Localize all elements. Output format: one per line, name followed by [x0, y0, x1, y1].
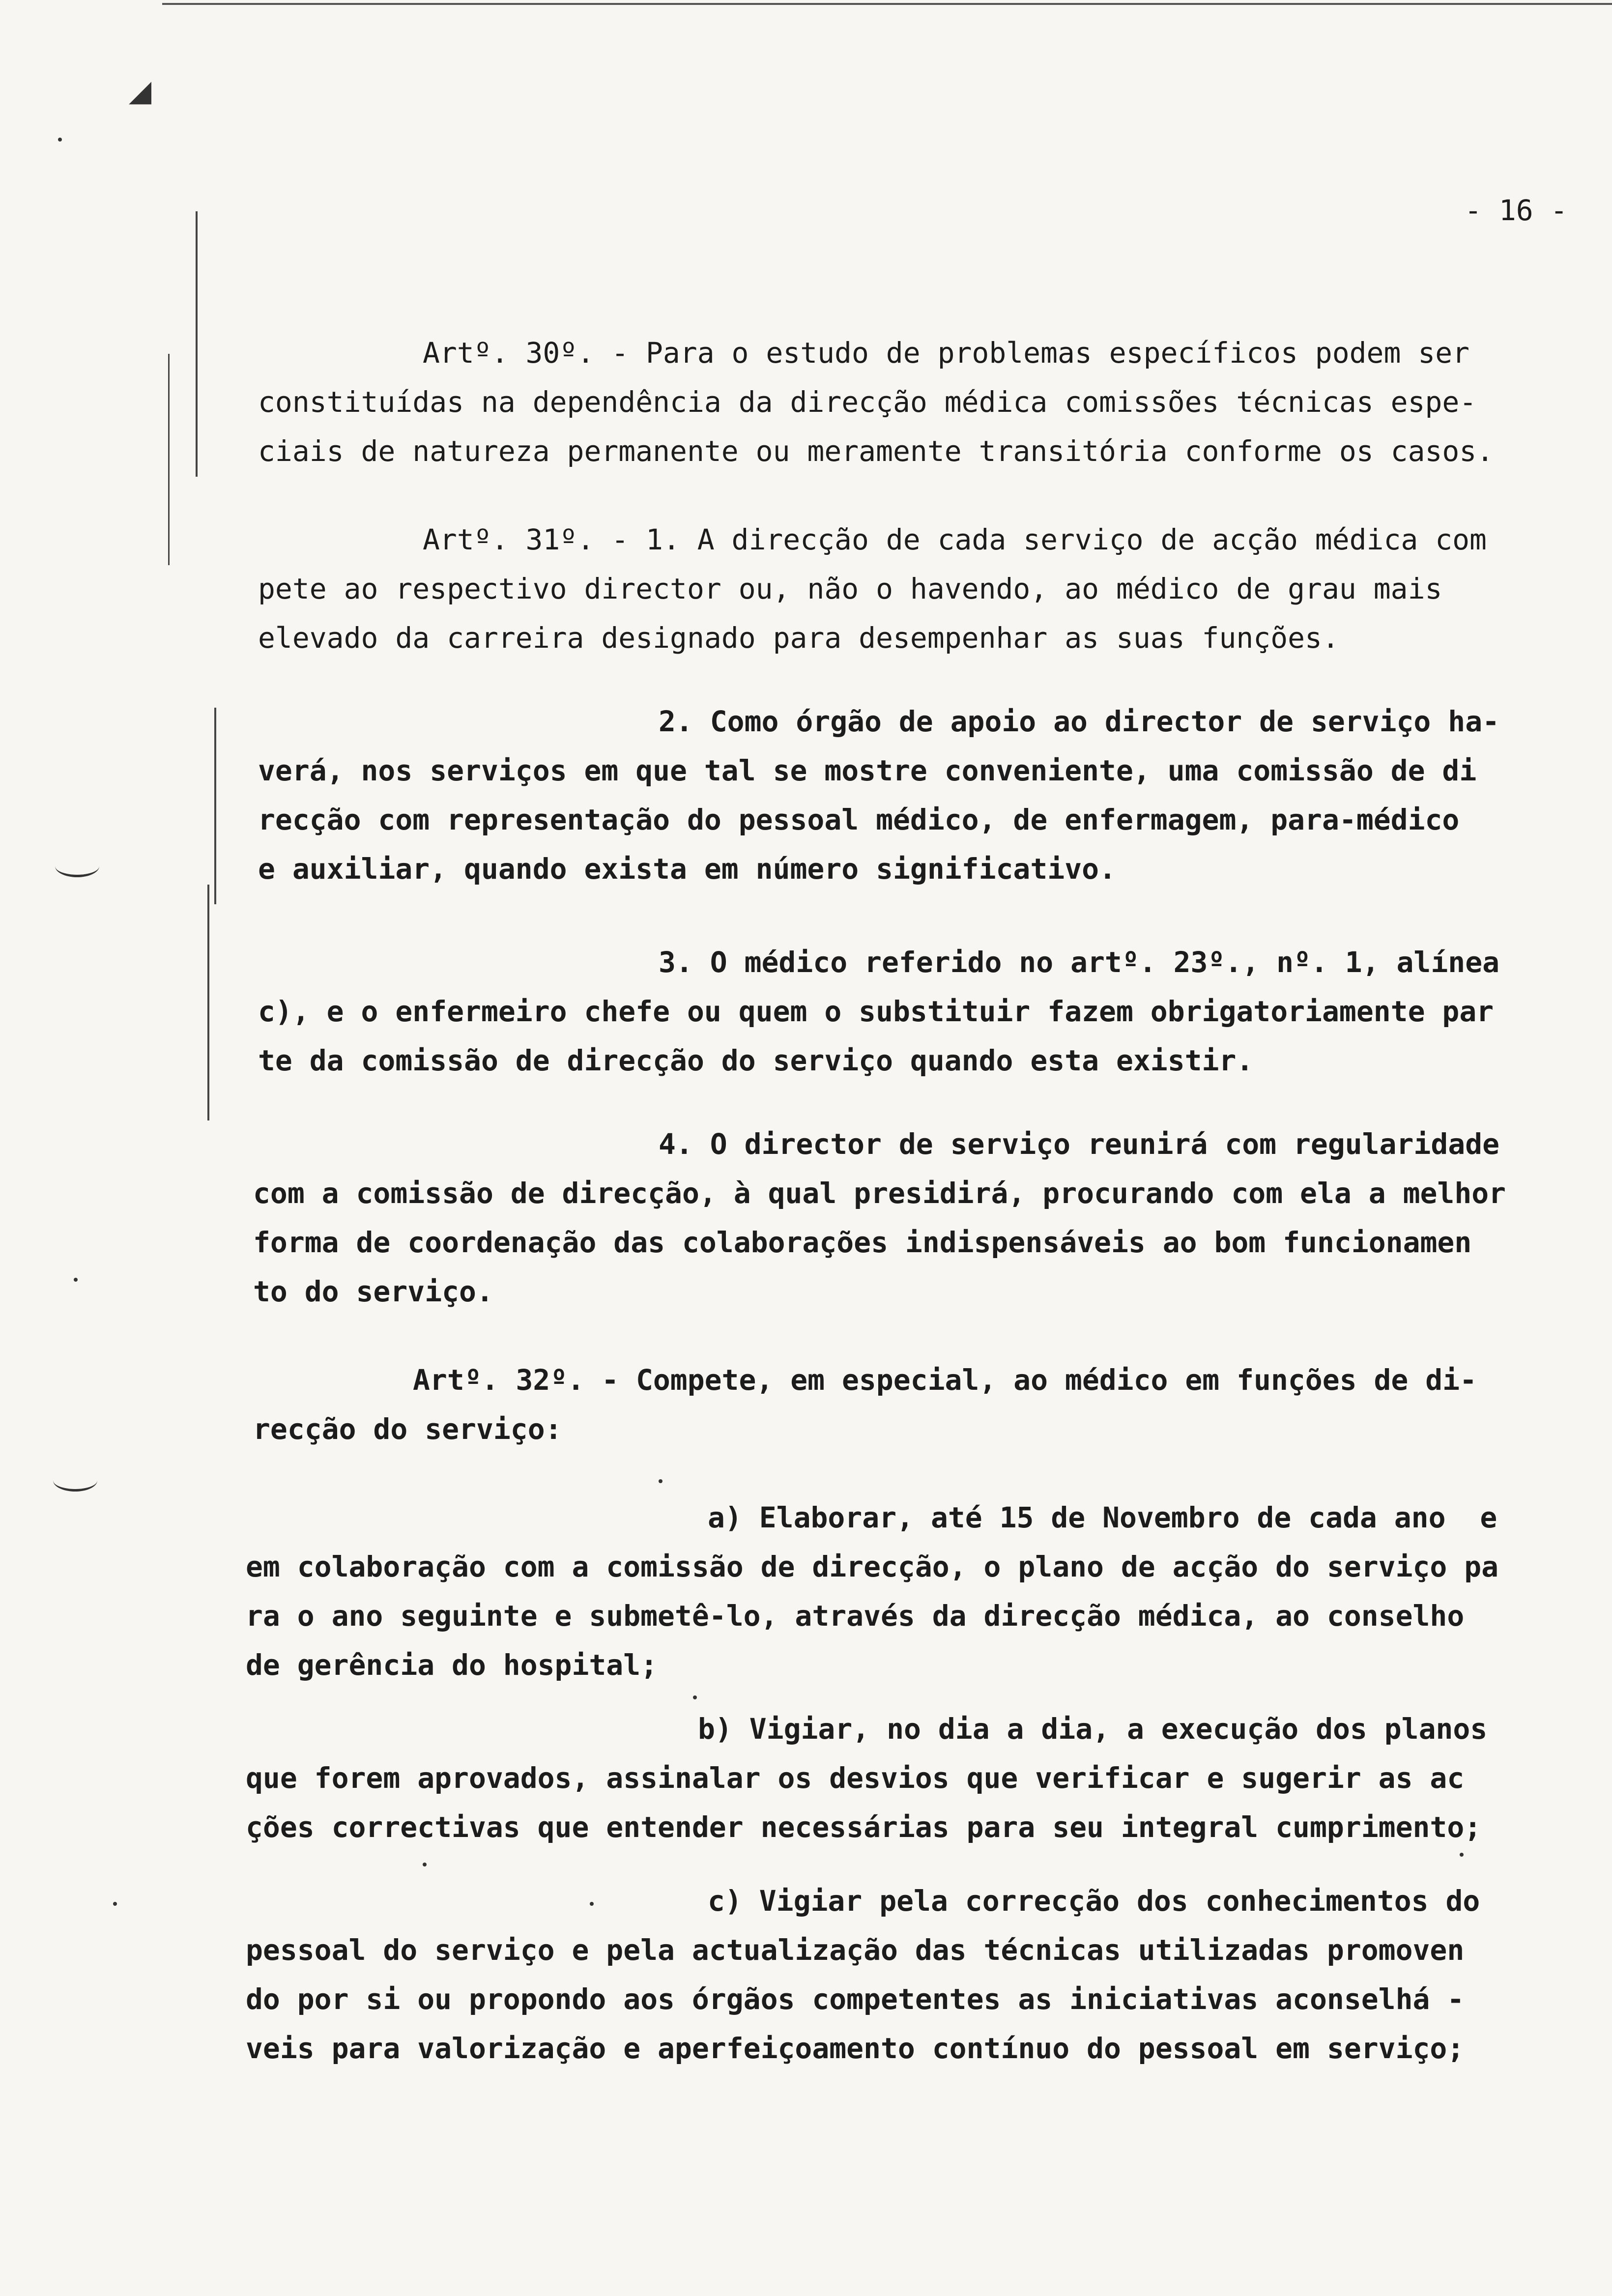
- text-line-13: te da comissão de direcção do serviço quando esta existir.: [258, 1044, 1254, 1077]
- text-line-3: ciais de natureza permanente ou meramente transitória conforme os casos.: [258, 434, 1494, 468]
- speck: [590, 1902, 594, 1906]
- speck: [423, 1863, 427, 1866]
- text-line-14: 4. O director de serviço reunirá com regularidade: [659, 1127, 1500, 1161]
- text-line-9: recção com representação do pessoal médico, de enfermagem, para-médico: [258, 803, 1460, 836]
- text-line-25: que forem aprovados, assinalar os desvios que verificar e sugerir as ac: [246, 1761, 1465, 1795]
- speck: [113, 1902, 117, 1906]
- text-line-2: constituídas na dependência da direcção médica comissões técnicas espe-: [258, 385, 1477, 419]
- text-line-26: ções correctivas que entender necessárias para seu integral cumprimento;: [246, 1810, 1482, 1844]
- text-line-28: pessoal do serviço e pela actualização das técnicas utilizadas promoven: [246, 1933, 1465, 1967]
- speck: [693, 1695, 697, 1699]
- text-line-22: ra o ano seguinte e submetê-lo, através da direcção médica, ao conselho: [246, 1599, 1465, 1633]
- margin-line-1: [196, 211, 198, 477]
- text-line-7: 2. Como órgão de apoio ao director de serviço ha-: [659, 705, 1500, 738]
- text-line-12: c), e o enfermeiro chefe ou quem o substituir fazem obrigatoriamente par: [258, 995, 1494, 1028]
- text-line-8: verá, nos serviços em que tal se mostre conveniente, uma comissão de di: [258, 754, 1477, 787]
- corner-mark-icon: ◢: [129, 74, 152, 108]
- text-line-30: veis para valorização e aperfeiçoamento contínuo do pessoal em serviço;: [246, 2032, 1465, 2065]
- margin-line-2: [168, 354, 170, 565]
- text-line-5: pete ao respectivo director ou, não o havendo, ao médico de grau mais: [258, 572, 1442, 605]
- top-border-line: [162, 3, 1612, 5]
- text-line-29: do por si ou propondo aos órgãos competentes as iniciativas aconselhá -: [246, 1982, 1465, 2016]
- text-line-11: 3. O médico referido no artº. 23º., nº. 1, alínea: [659, 946, 1500, 979]
- text-line-19: recção do serviço:: [253, 1412, 562, 1446]
- text-line-24: b) Vigiar, no dia a dia, a execução dos planos: [698, 1712, 1488, 1746]
- text-line-21: em colaboração com a comissão de direcção, o plano de acção do serviço pa: [246, 1550, 1499, 1583]
- text-line-6: elevado da carreira designado para desempenhar as suas funções.: [258, 621, 1339, 655]
- speck: [659, 1479, 662, 1483]
- text-line-15: com a comissão de direcção, à qual presidirá, procurando com ela a melhor: [253, 1177, 1506, 1210]
- text-line-17: to do serviço.: [253, 1275, 493, 1308]
- text-line-16: forma de coordenação das colaborações indispensáveis ao bom funcionamen: [253, 1226, 1472, 1259]
- text-line-20: a) Elaborar, até 15 de Novembro de cada ano e: [708, 1501, 1497, 1534]
- margin-line-3: [214, 708, 216, 904]
- speck: [74, 1278, 78, 1282]
- text-line-10: e auxiliar, quando exista em número significativo.: [258, 852, 1116, 886]
- text-line-4: Artº. 31º. - 1. A direcção de cada serviço de acção médica com: [423, 523, 1487, 556]
- text-line-1: Artº. 30º. - Para o estudo de problemas específicos podem ser: [423, 336, 1470, 370]
- page-number: - 16 -: [1465, 194, 1568, 227]
- speck: [1460, 1853, 1464, 1857]
- text-line-27: c) Vigiar pela correcção dos conhecimentos do: [708, 1884, 1480, 1918]
- margin-line-4: [207, 885, 209, 1120]
- text-line-18: Artº. 32º. - Compete, em especial, ao médico em funções de di-: [413, 1363, 1477, 1397]
- text-line-23: de gerência do hospital;: [246, 1648, 658, 1682]
